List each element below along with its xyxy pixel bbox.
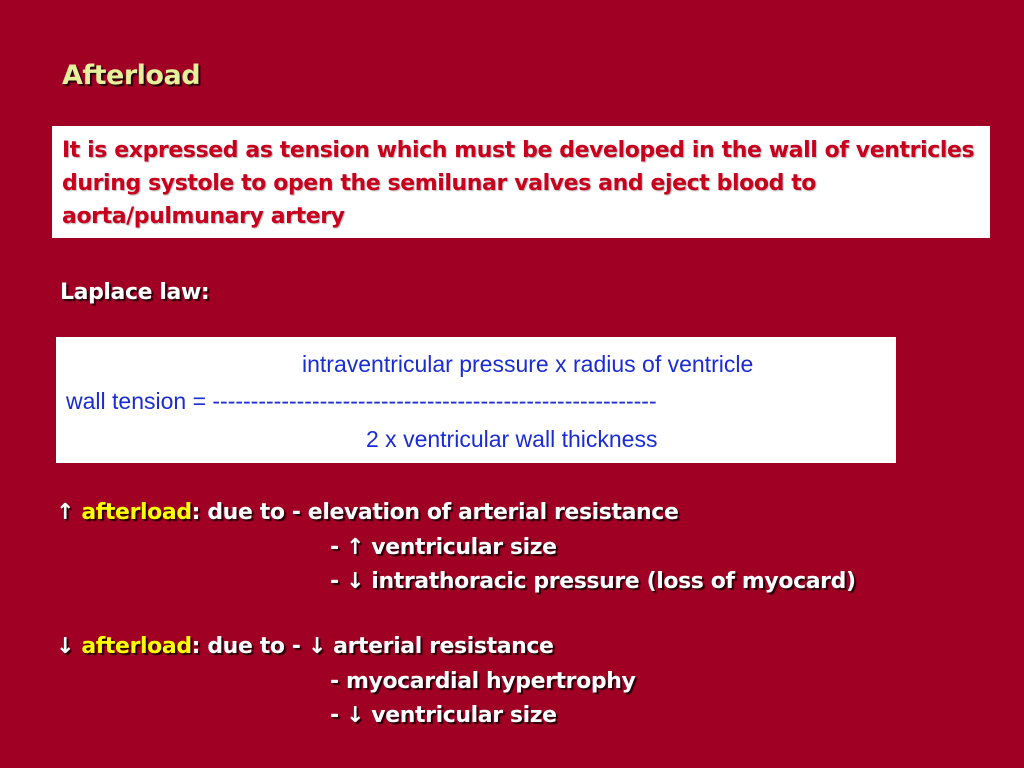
laplace-label: Laplace law: xyxy=(60,280,210,305)
decrease-lead-tail: arterial resistance xyxy=(325,634,554,659)
item-text: - myocardial hypertrophy xyxy=(330,669,636,694)
item-text: ventricular size xyxy=(364,535,557,560)
increase-item xyxy=(330,535,557,560)
increase-item xyxy=(330,569,856,594)
formula-numerator: intraventricular pressure x radius of ventricle xyxy=(302,351,754,377)
item-prefix: - xyxy=(330,535,346,560)
increase-lead-line xyxy=(56,500,678,525)
item-prefix: - xyxy=(330,703,346,728)
definition-box xyxy=(52,126,990,238)
down-arrow-icon: ↓ xyxy=(307,634,326,659)
up-arrow-icon: ↑ xyxy=(346,535,365,560)
decrease-keyword: afterload xyxy=(81,634,192,659)
decrease-lead-line xyxy=(56,634,554,659)
formula-box xyxy=(56,337,896,463)
up-arrow-icon: ↑ xyxy=(56,500,75,525)
formula-denominator: 2 x ventricular wall thickness xyxy=(366,426,658,452)
down-arrow-icon: ↓ xyxy=(346,703,365,728)
decrease-item xyxy=(330,703,557,728)
increase-lead-text: : due to - elevation of arterial resistance xyxy=(191,500,679,525)
item-text: ventricular size xyxy=(364,703,557,728)
item-prefix: - xyxy=(330,569,346,594)
down-arrow-icon: ↓ xyxy=(56,634,75,659)
increase-keyword: afterload xyxy=(81,500,192,525)
decrease-item xyxy=(330,669,635,694)
down-arrow-icon: ↓ xyxy=(346,569,365,594)
slide-title: Afterload xyxy=(62,60,201,91)
formula-lhs: wall tension = ---------------------------------------------------------- xyxy=(66,388,657,414)
decrease-lead-text: : due to - xyxy=(191,634,308,659)
definition-text: It is expressed as tension which must be developed in the wall of ventricles during systole to open the semilunar valves and eject blood to aorta/pulmunary artery xyxy=(62,138,975,229)
item-text: intrathoracic pressure (loss of myocard) xyxy=(364,569,856,594)
